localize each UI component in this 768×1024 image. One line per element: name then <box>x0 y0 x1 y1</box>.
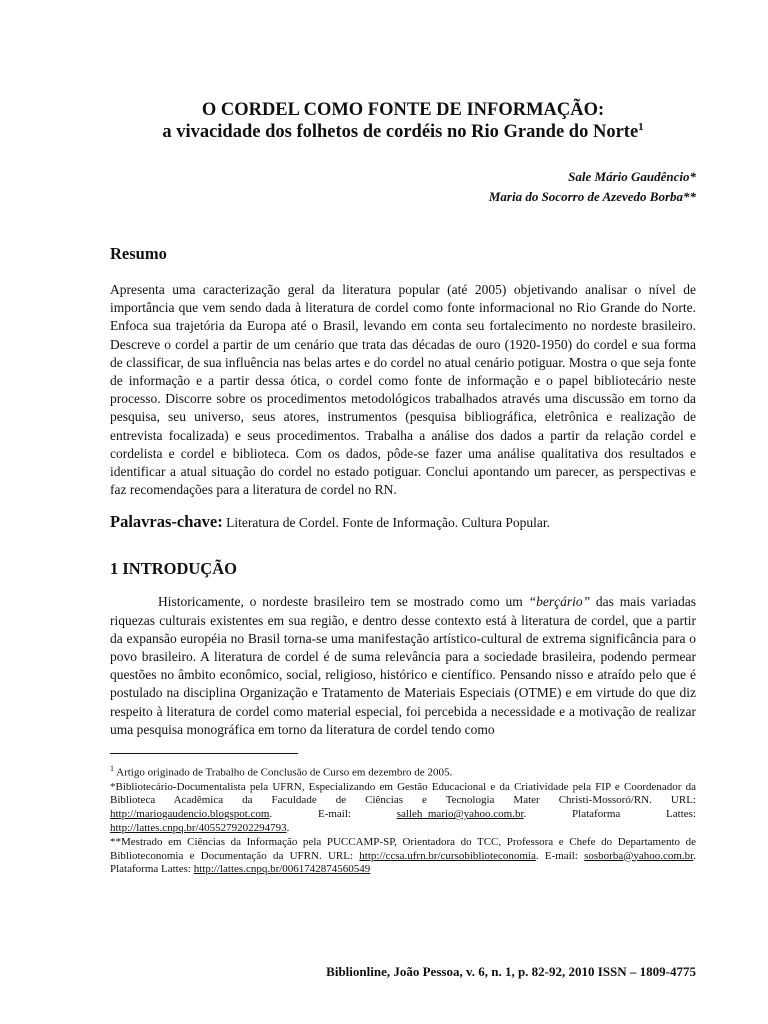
author-2-lattes-link[interactable]: http://lattes.cnpq.br/0061742874560549 <box>193 863 371 876</box>
emphasis-bercario: “berçário” <box>528 594 591 610</box>
author-1-lattes-link[interactable]: http://lattes.cnpq.br/4055279202294793 <box>110 821 287 834</box>
author-2-url-link[interactable]: http://ccsa.ufrn.br/cursobiblioteconomia <box>359 849 536 862</box>
author-2-email-link[interactable]: sosborba@yahoo.com.br <box>584 849 694 862</box>
keywords-line <box>110 512 696 533</box>
footnote-divider <box>110 753 298 754</box>
author-list <box>110 167 696 207</box>
introduction-heading: 1 INTRODUÇÃO <box>110 559 237 579</box>
paper-title <box>110 0 696 143</box>
footnote-author-1: *Bibliotecário-Documentalista pela UFRN, Especializando em Gestão Educacional e da Criatividade pela FIP e Coordenador da Biblioteca Acadêmica da Faculdade de Ciências e Tecnologia Mater Christi-Mossoró/RN. URL: http://mariogaudencio.blogspot.com. E-mail: salleh_mario@yahoo.com.br. Plataforma Lattes: http://lattes.cnpq.br/4055279202294793. <box>110 780 696 834</box>
title-subtitle: a vivacidade dos folhetos de cordéis no Rio Grande do Norte$^1$ <box>162 120 644 142</box>
introduction-text: Historicamente, o nordeste brasileiro tem se mostrado como um “berçário” das mais variadas riquezas culturais existentes em sua região, e dentro desse contexto está à literatura de cordel, que a partir da expansão européia no Brasil torna-se uma manifestação artístico-cultural de extrema significância para o povo brasileiro. A literatura de cordel é de suma relevância para a sociedade brasileira, podendo permear questões no âmbito econômico, social, religioso, histórico e científico. Pensando nisso e atraído pelo que é postulado na disciplina Organização e Tratamento de Materiais Especiais (OTME) e em virtude do que diz respeito à literatura de cordel como material especial, foi percebida a necessidade e a motivação de realizar uma pesquisa monográfica em torno da literatura de cordel tendo como <box>110 594 696 737</box>
journal-footer: Biblionline, João Pessoa, v. 6, n. 1, p. 82-92, 2010 ISSN – 1809-4775 <box>326 964 696 979</box>
footnote-author-2: **Mestrado em Ciências da Informação pela PUCCAMP-SP, Orientadora do TCC, Professora e Chefe do Departamento de Biblioteconomia e Documentação da UFRN. URL: http://ccsa.ufrn.br/cursobiblioteconomia. E-mail: sosborba@yahoo.com.br. Plataforma Lattes: http://lattes.cnpq.br/0061742874560549 <box>110 835 696 876</box>
author-1-email-link[interactable]: salleh_mario@yahoo.com.br <box>396 808 524 821</box>
author-2: Maria do Socorro de Azevedo Borba** <box>488 189 696 204</box>
title-footnote-marker[interactable]: 1 <box>638 120 644 133</box>
footnote-1: $^1$ Artigo originado de Trabalho de Conclusão de Curso em dezembro de 2005. <box>110 764 453 779</box>
abstract-heading: Resumo <box>110 244 167 263</box>
keywords-label: Palavras-chave: <box>110 512 223 532</box>
keywords-text: Literatura de Cordel. Fonte de Informação. Cultura Popular. <box>226 515 551 531</box>
footnotes <box>110 762 696 877</box>
author-1-url-link[interactable]: http://mariogaudencio.blogspot.com <box>110 808 270 821</box>
abstract-text: Apresenta uma caracterização geral da literatura popular (até 2005) objetivando analisar o nível de importância que vem sendo dada à literatura de cordel como fonte informacional no Rio Grande do Norte. Enfoca sua trajetória da Europa até o Brasil, levando em conta seu fortalecimento no nordeste brasileiro. Descreve o cordel a partir de um cenário que trata das décadas de ouro (1920-1950) do cordel e sua forma de classificar, de sua influência nas belas artes e do cordel no atual cenário potiguar. Mostra o que seja fonte de informação e a partir dessa ótica, o cordel como fonte de informação e o papel bibliotecário neste processo. Discorre sobre os procedimentos metodológicos trabalhados através uma discussão em torno da pesquisa, seu universo, seus atores, instrumentos (pesquisa bibliográfica, eletrônica e realização de entrevista focalizada) e seus procedimentos. Trabalha a análise dos dados a partir da relação cordel e cordelista e cordel e biblioteca. Com os dados, pôde-se fazer uma análise qualitativa dos resultados e identificar a atual situação do cordel no estado potiguar. Conclui apontando um parecer, as perspectivas e faz recomendações para a literatura de cordel no RN. <box>110 282 696 498</box>
author-1: Sale Mário Gaudêncio* <box>568 169 696 184</box>
title-main: O CORDEL COMO FONTE DE INFORMAÇÃO: <box>201 100 605 120</box>
